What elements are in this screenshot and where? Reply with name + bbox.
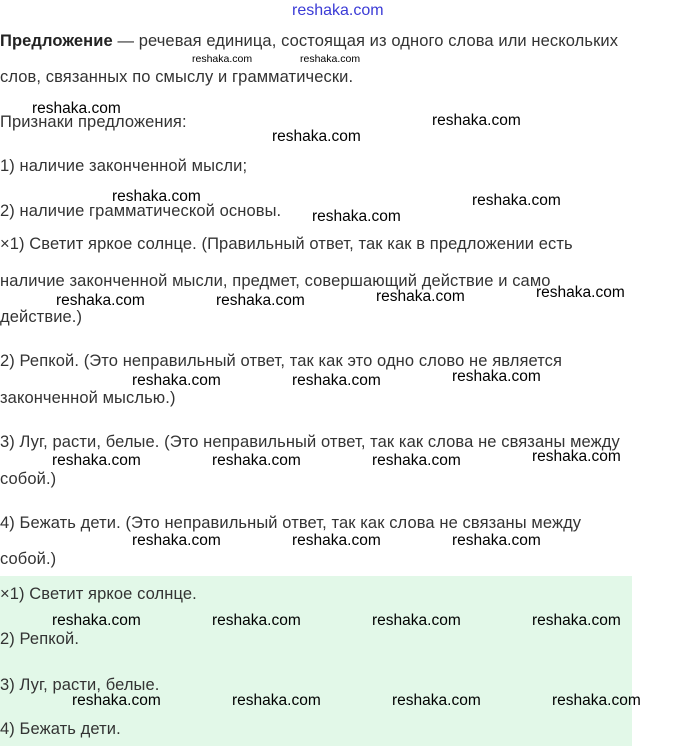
option-3-line-2: собой.): [0, 470, 57, 488]
option-3-line-1: 3) Луг, расти, белые. (Это неправильный ответ, так как слова не связаны между: [0, 433, 620, 451]
watermark: reshaka.com: [532, 448, 621, 465]
watermark: reshaka.com: [52, 452, 141, 469]
answer-2: 2) Репкой.: [0, 630, 80, 648]
watermark: reshaka.com: [552, 692, 641, 709]
watermark: reshaka.com: [56, 292, 145, 309]
option-2-line-1: 2) Репкой. (Это неправильный ответ, так как это одно слово не является: [0, 352, 563, 370]
definition-term: Предложение: [0, 32, 113, 50]
watermark: reshaka.com: [372, 452, 461, 469]
watermark: reshaka.com: [272, 128, 361, 145]
option-4-line-2: собой.): [0, 550, 57, 568]
watermark: reshaka.com: [292, 372, 381, 389]
watermark: reshaka.com: [212, 612, 301, 629]
watermark: reshaka.com: [376, 288, 465, 305]
answer-1: ×1) Светит яркое солнце.: [0, 585, 197, 603]
sign-1: 1) наличие законченной мысли;: [0, 157, 248, 175]
watermark: reshaka.com: [216, 292, 305, 309]
definition-line-1: [0, 32, 618, 51]
sign-2: 2) наличие грамматической основы.: [0, 202, 282, 220]
watermark: reshaka.com: [472, 192, 561, 209]
option-4-line-1: 4) Бежать дети. (Это неправильный ответ, так как слова не связаны между: [0, 514, 582, 532]
signs-title: Признаки предложения:: [0, 113, 187, 131]
watermark: reshaka.com: [72, 692, 161, 709]
watermark: reshaka.com: [112, 188, 201, 205]
watermark: reshaka.com: [452, 368, 541, 385]
watermark: reshaka.com: [536, 284, 625, 301]
option-1-line-3: действие.): [0, 308, 83, 326]
option-2-line-2: законченной мыслью.): [0, 389, 176, 407]
answer-4: 4) Бежать дети.: [0, 720, 121, 738]
option-1-line-1: ×1) Светит яркое солнце. (Правильный ответ, так как в предложении есть: [0, 235, 573, 253]
answer-3: 3) Луг, расти, белые.: [0, 676, 160, 694]
watermark: reshaka.com: [300, 53, 361, 65]
watermark: reshaka.com: [192, 53, 253, 65]
watermark: reshaka.com: [132, 532, 221, 549]
watermark: reshaka.com: [52, 612, 141, 629]
watermark: reshaka.com: [212, 452, 301, 469]
definition-text: — речевая единица, состоящая из одного слова или нескольких: [112, 32, 619, 50]
watermark: reshaka.com: [292, 532, 381, 549]
watermark: reshaka.com: [432, 112, 521, 129]
watermark-top: reshaka.com: [292, 2, 384, 19]
watermark: reshaka.com: [372, 612, 461, 629]
watermark: reshaka.com: [532, 612, 621, 629]
option-1-line-2: наличие законченной мысли, предмет, совершающий действие и само: [0, 272, 551, 290]
watermark: reshaka.com: [452, 532, 541, 549]
definition-line-2: слов, связанных по смыслу и грамматически.: [0, 68, 354, 86]
watermark: reshaka.com: [232, 692, 321, 709]
watermark: reshaka.com: [312, 208, 401, 225]
watermark: reshaka.com: [132, 372, 221, 389]
watermark: reshaka.com: [32, 100, 121, 117]
watermark: reshaka.com: [392, 692, 481, 709]
